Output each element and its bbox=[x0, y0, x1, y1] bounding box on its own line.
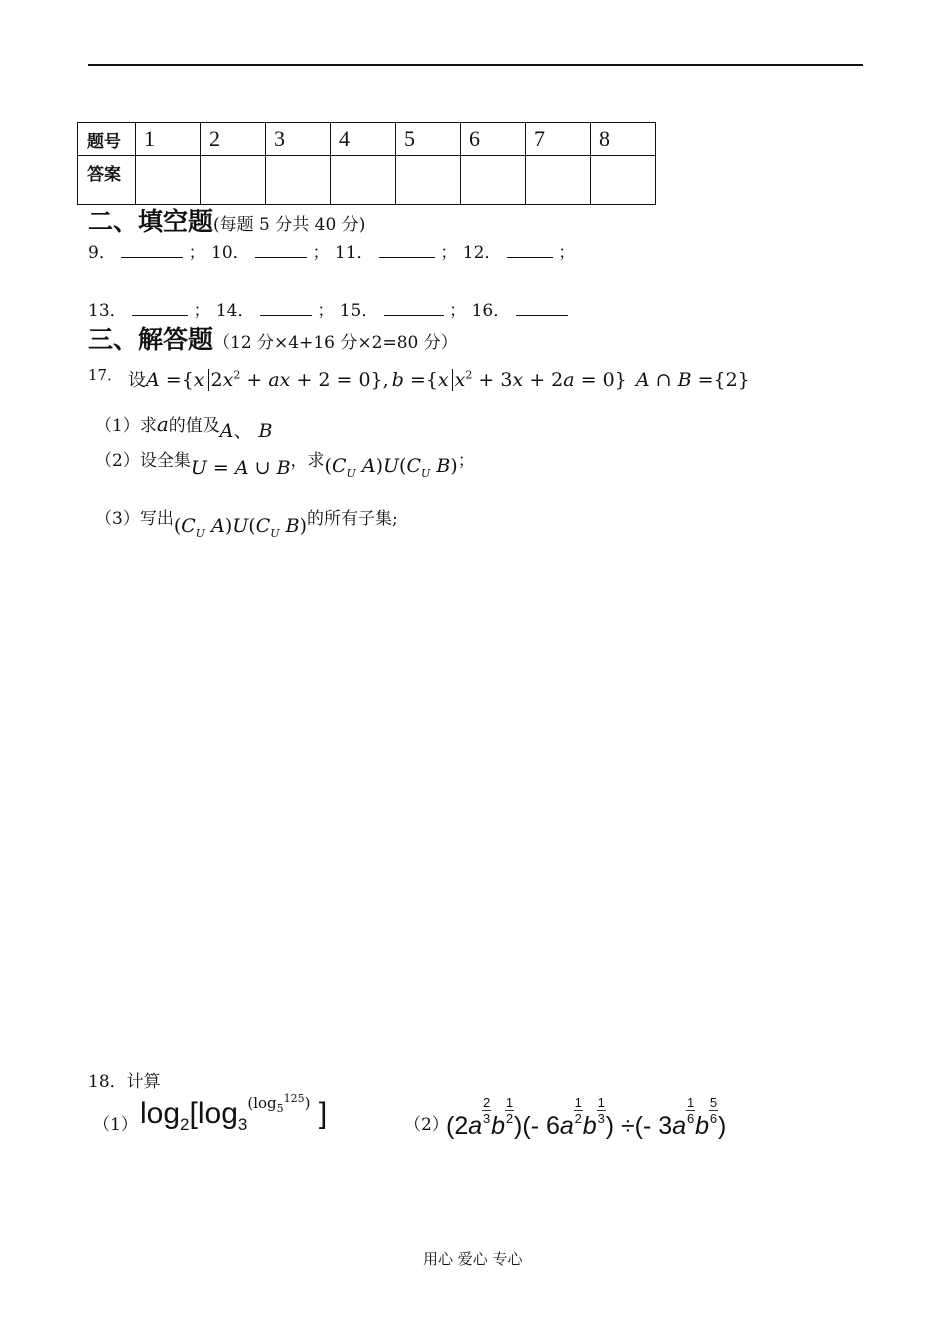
table-row-answers bbox=[78, 156, 656, 205]
q17-p2-mid: ，求 bbox=[290, 451, 325, 471]
q17-part3: （3）写出($C_U$ $A)U(C_U$ B)的所有子集; bbox=[95, 509, 398, 540]
page-footer: 用心 爱心 专心 bbox=[423, 1250, 523, 1268]
table-cell-number: 5 bbox=[396, 123, 461, 156]
label-q14: ； 14． bbox=[193, 301, 255, 321]
table-cell-number: 8 bbox=[591, 123, 656, 156]
q18-p2-label: （2） bbox=[404, 1115, 449, 1135]
label-q9: 9． bbox=[88, 243, 116, 263]
answer-cell[interactable] bbox=[201, 156, 266, 205]
answer-cell[interactable] bbox=[396, 156, 461, 205]
label-q13: 13． bbox=[88, 301, 127, 321]
q17-statement: 设A ={x $2x^2$ + ax + 2 = 0}, b ={x $x^2 + 3x + 2a = 0$} A ∩ B ={2} bbox=[128, 368, 750, 391]
q18-expr1: $\log_2[\log_3^{(log_5^{125})}$ ] bbox=[140, 1092, 328, 1134]
table-cell-number: 1 bbox=[136, 123, 201, 156]
q17-p3-label: （3）写出 bbox=[95, 509, 174, 529]
q17-p2-end: ； bbox=[457, 451, 475, 471]
blank-q13[interactable] bbox=[132, 299, 188, 316]
blank-q11[interactable] bbox=[379, 241, 435, 258]
section2-title: 二、填空题 bbox=[88, 207, 214, 236]
q17-part2: （2）设全集U = A ∪ B，求($C_U$ $A)U(C_U$ B)； bbox=[95, 451, 475, 480]
answer-cell[interactable] bbox=[461, 156, 526, 205]
answer-cell[interactable] bbox=[331, 156, 396, 205]
q17-part1: （1）求a的值及A、 B bbox=[95, 412, 273, 442]
q17-lead: 设 bbox=[128, 370, 146, 391]
q17-p1-mid: 的值及 bbox=[168, 416, 220, 436]
section3-heading bbox=[88, 320, 458, 356]
answer-table bbox=[77, 122, 656, 205]
answer-cell[interactable] bbox=[266, 156, 331, 205]
row1-end: ； bbox=[558, 243, 576, 263]
blank-q16[interactable] bbox=[516, 299, 568, 316]
q18-expr2: (2a $\frac{2}{3}$ b $\frac{1}{2}$ )(- 6a $\frac{1}{2}$ b $\frac{1}{3}$ ) ÷(- 3a $\frac{1}{6}$ b $\frac{5}{6}$ ) bbox=[446, 1095, 727, 1140]
table-cell-number: 3 bbox=[266, 123, 331, 156]
q17-p3-end: 的所有子集; bbox=[306, 509, 398, 529]
table-cell-number: 7 bbox=[526, 123, 591, 156]
answer-cell[interactable] bbox=[136, 156, 201, 205]
blank-q12[interactable] bbox=[507, 241, 553, 258]
q18-p1-label: （1） bbox=[93, 1115, 138, 1135]
section2-heading bbox=[88, 202, 365, 238]
table-cell-number: 2 bbox=[201, 123, 266, 156]
q17-number: 17． bbox=[88, 366, 123, 384]
answer-cell[interactable] bbox=[591, 156, 656, 205]
q18-title: 18．计算 bbox=[88, 1072, 161, 1092]
label-q16: ； 16． bbox=[449, 301, 511, 321]
question-number-label: 题号 bbox=[78, 123, 136, 156]
blank-q9[interactable] bbox=[121, 241, 183, 258]
section2-note: (每题 5 分共 40 分) bbox=[213, 215, 366, 235]
blank-q15[interactable] bbox=[384, 299, 444, 316]
q17-p2-label: （2）设全集 bbox=[95, 451, 191, 471]
label-q11: ； 11． bbox=[312, 243, 374, 263]
section3-note: （12 分×4+16 分×2=80 分） bbox=[213, 333, 458, 353]
table-cell-number: 4 bbox=[331, 123, 396, 156]
section3-title: 三、解答题 bbox=[88, 325, 214, 354]
table-row-numbers bbox=[78, 123, 656, 156]
q17-p1-label: （1）求 bbox=[95, 416, 157, 436]
header-rule bbox=[88, 64, 863, 66]
answer-label: 答案 bbox=[78, 156, 136, 205]
blank-q10[interactable] bbox=[255, 241, 307, 258]
label-q12: ； 12． bbox=[440, 243, 502, 263]
blank-q14[interactable] bbox=[260, 299, 312, 316]
fill-row-2 bbox=[88, 296, 568, 321]
label-q15: ； 15． bbox=[317, 301, 379, 321]
fill-row-1 bbox=[88, 238, 575, 263]
label-q10: ； 10． bbox=[188, 243, 250, 263]
table-cell-number: 6 bbox=[461, 123, 526, 156]
answer-cell[interactable] bbox=[526, 156, 591, 205]
